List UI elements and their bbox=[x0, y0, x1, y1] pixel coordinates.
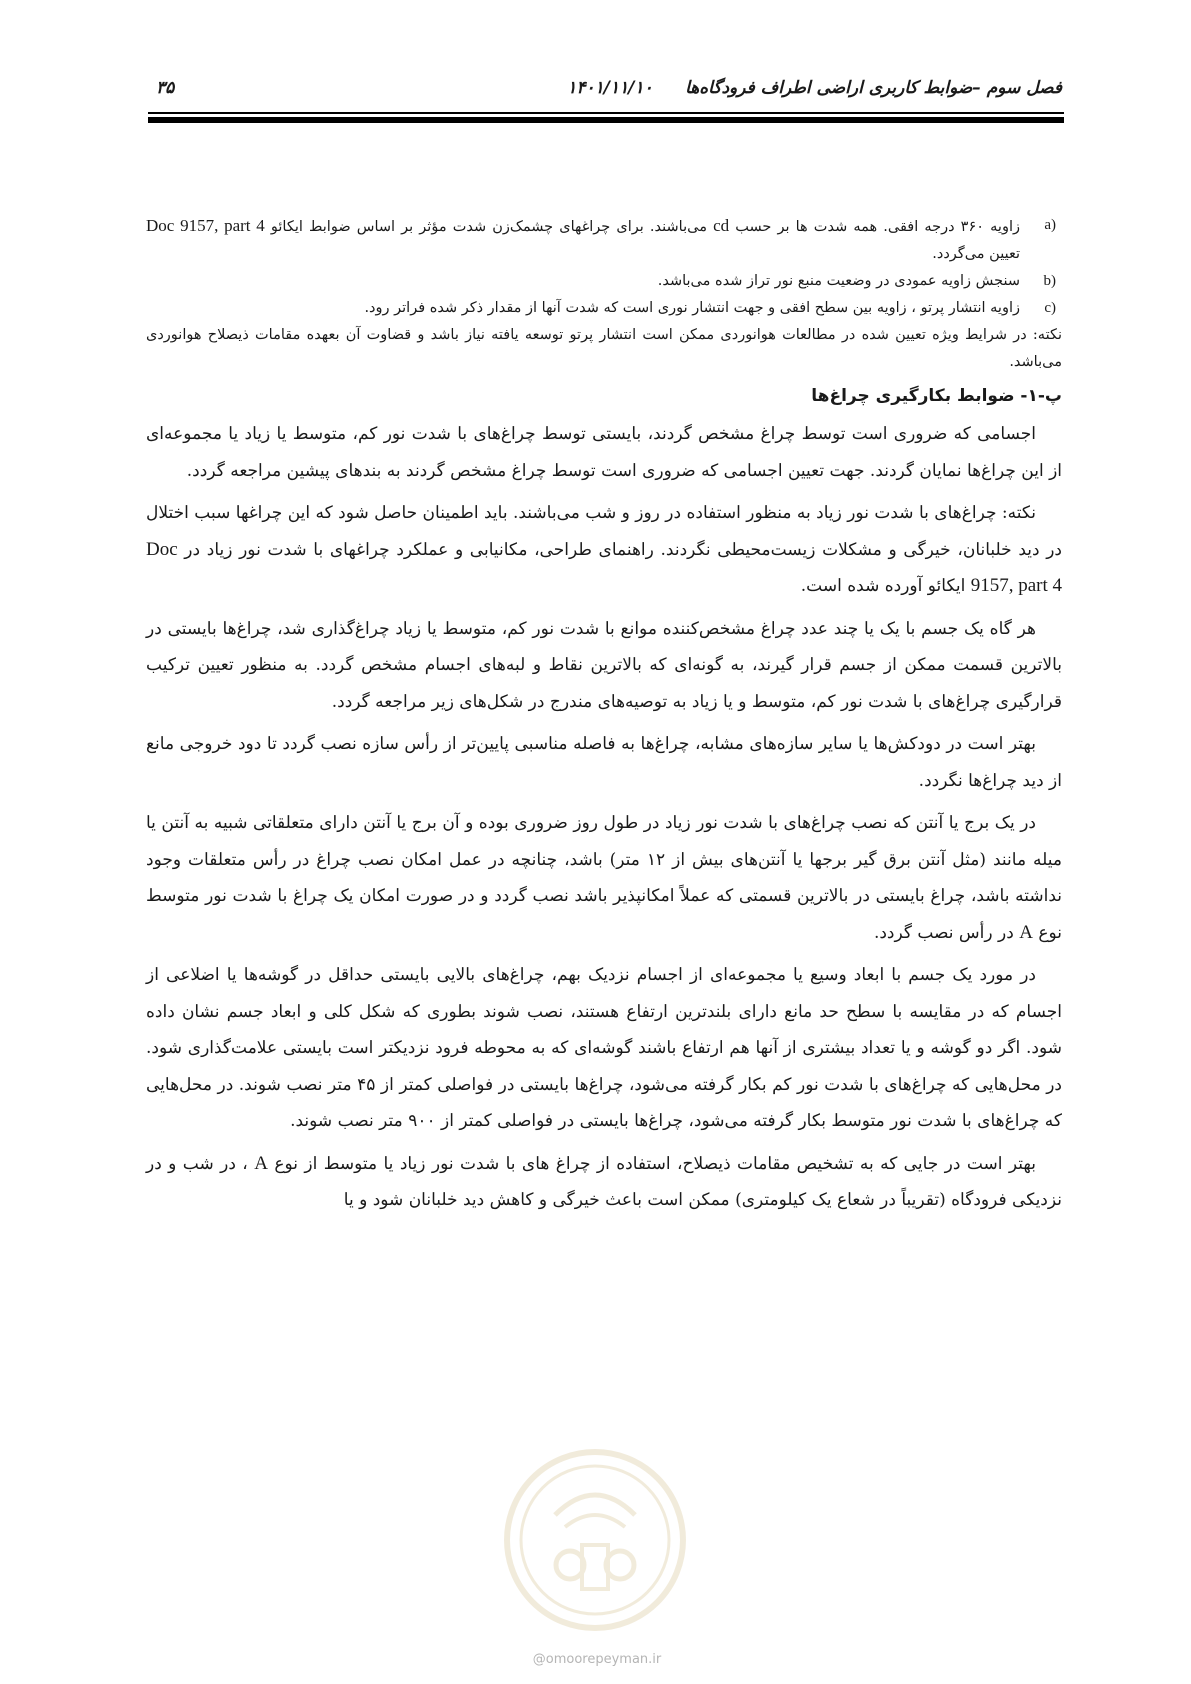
paragraph: در یک برج یا آنتن که نصب چراغ‌های با شدت نور زیاد در طول روز ضروری بوده و آن برج یا آنتن دارای متعلقاتی شبیه به آنتن یا میله مانند (مثل آنتن برق گیر برجها یا آنتن‌های بیش از ۱۲ متر) باشد، چنانچه در عمل امکان نصب چراغ در رأس متعلقات وجود نداشته باشد، چراغ بایستی در بالاترین قسمتی که عملاً امکانپذیر باشد نصب گردد و در صورت امکان یک چراغ با شدت نور متوسط نوع A در رأس نصب گردد. bbox=[146, 813, 1063, 943]
footnote-c: c) زاویه انتشار پرتو ، زاویه بین سطح افقی و جهت انتشار نوری است که شدت آنها از مقدار ذکر شده فراتر رود. bbox=[146, 295, 1062, 322]
footnote-b: b) سنجش زاویه عمودی در وضعیت منبع نور تراز شده می‌باشد. bbox=[146, 268, 1062, 295]
footnote-note: نکته: در شرایط ویژه تعیین شده در مطالعات هوانوردی ممکن است انتشار پرتو توسعه یافته نیاز باشد و قضاوت آن بعهده مقامات ذیصلاح هوانوردی می‌باشد. bbox=[146, 327, 1062, 370]
footnote-marker: b) bbox=[1043, 273, 1056, 289]
paragraph: هر گاه یک جسم با یک یا چند عدد چراغ مشخص‌کننده موانع با شدت نور کم، متوسط یا زیاد چراغ‌گذاری شد، چراغ‌ها بایستی در بالاترین قسمت ممکن از جسم قرار گیرند، به گونه‌ای که بالاترین نقاط و لبه‌های اجسام مشخص گردد. به منظور تعیین ترکیب قرارگیری چراغ‌های با شدت نور کم، متوسط و یا زیاد به توصیه‌های مندرج در شکل‌های زیر مراجعه گردد. bbox=[146, 618, 1062, 712]
page-content bbox=[146, 212, 1062, 1219]
header-rule-thin bbox=[148, 112, 1064, 114]
watermark-seal-icon bbox=[500, 1445, 690, 1635]
footnote-marker: c) bbox=[1044, 300, 1056, 316]
paragraph: نکته: چراغ‌های با شدت نور زیاد به منظور استفاده در روز و شب می‌باشند. باید اطمینان حاصل شود که این چراغها سبب اختلال در دید خلبانان، خیرگی و مشکلات زیست‌محیطی نگردند. راهنمای طراحی، مکانیابی و عملکرد چراغهای با شدت نور زیاد در Doc 9157, part 4 ایکائو آورده شده است. bbox=[146, 503, 1062, 596]
paragraph: اجسامی که ضروری است توسط چراغ مشخص گردند، بایستی توسط چراغ‌های با شدت نور کم، متوسط یا زیاد یا مجموعه‌ای از این چراغ‌ها نمایان گردند. جهت تعیین اجسامی که ضروری است توسط چراغ مشخص گردند به بندهای پیشین مراجعه گردد. bbox=[146, 424, 1062, 481]
footnote-marker: a) bbox=[1044, 217, 1056, 233]
watermark-url: @omoorepeyman.ir bbox=[532, 1652, 662, 1667]
page-header bbox=[150, 74, 1062, 114]
paragraph: بهتر است در دودکش‌ها یا سایر سازه‌های مشابه، چراغ‌ها به فاصله مناسبی پایین‌تر از رأس سازه نصب گردد تا دود خروجی مانع از دید چراغ‌ها نگردد. bbox=[146, 734, 1062, 791]
paragraph: در مورد یک جسم با ابعاد وسیع یا مجموعه‌ای از اجسام نزدیک بهم، چراغ‌های بالایی بایستی حداقل در گوشه‌ها یا اضلاعی از اجسام که در مقایسه با سطح حد مانع دارای بلندترین ارتفاع هستند، نصب شوند بطوری که شکل کلی و ابعاد جسم نشان داده شود. اگر دو گوشه و یا تعداد بیشتری از آنها هم ارتفاع باشند گوشه‌ای که به محوطه فرود نزدیکتر است بایستی علامت‌گذاری شود. در محل‌هایی که چراغ‌های با شدت نور کم بکار گرفته می‌شود، چراغ‌ها بایستی در فواصلی کمتر از ۴۵ متر نصب شوند. در محل‌هایی که چراغ‌های با شدت نور متوسط بکار گرفته می‌شود، چراغ‌ها بایستی در فواصلی کمتر از ۹۰۰ متر نصب شوند. bbox=[146, 965, 1062, 1131]
header-date: ۱۴۰۱/۱۱/۱۰ bbox=[567, 78, 653, 98]
page-number: ۳۵ bbox=[156, 78, 175, 98]
footnote-a: a) زاویه ۳۶۰ درجه افقی. همه شدت ها بر حسب cd می‌باشند. برای چراغهای چشمک‌زن شدت مؤثر بر اساس ضوابط ایکائو Doc 9157, part 4 تعیین می‌گردد. bbox=[146, 212, 1062, 268]
section-heading: پ-۱- ضوابط بکارگیری چراغ‌ها bbox=[811, 386, 1062, 406]
chapter-title: فصل سوم –ضوابط کاربری اراضی اطراف فرودگاه‌ها bbox=[685, 78, 1062, 98]
header-rule-thick bbox=[148, 117, 1064, 123]
paragraph: بهتر است در جایی که به تشخیص مقامات ذیصلاح، استفاده از چراغ های با شدت نور زیاد یا متوسط از نوع A ، در شب و در نزدیکی فرودگاه (تقریباً در شعاع یک کیلومتری) ممکن است باعث خیرگی و کاهش دید خلبانان شود و یا bbox=[146, 1152, 1062, 1210]
